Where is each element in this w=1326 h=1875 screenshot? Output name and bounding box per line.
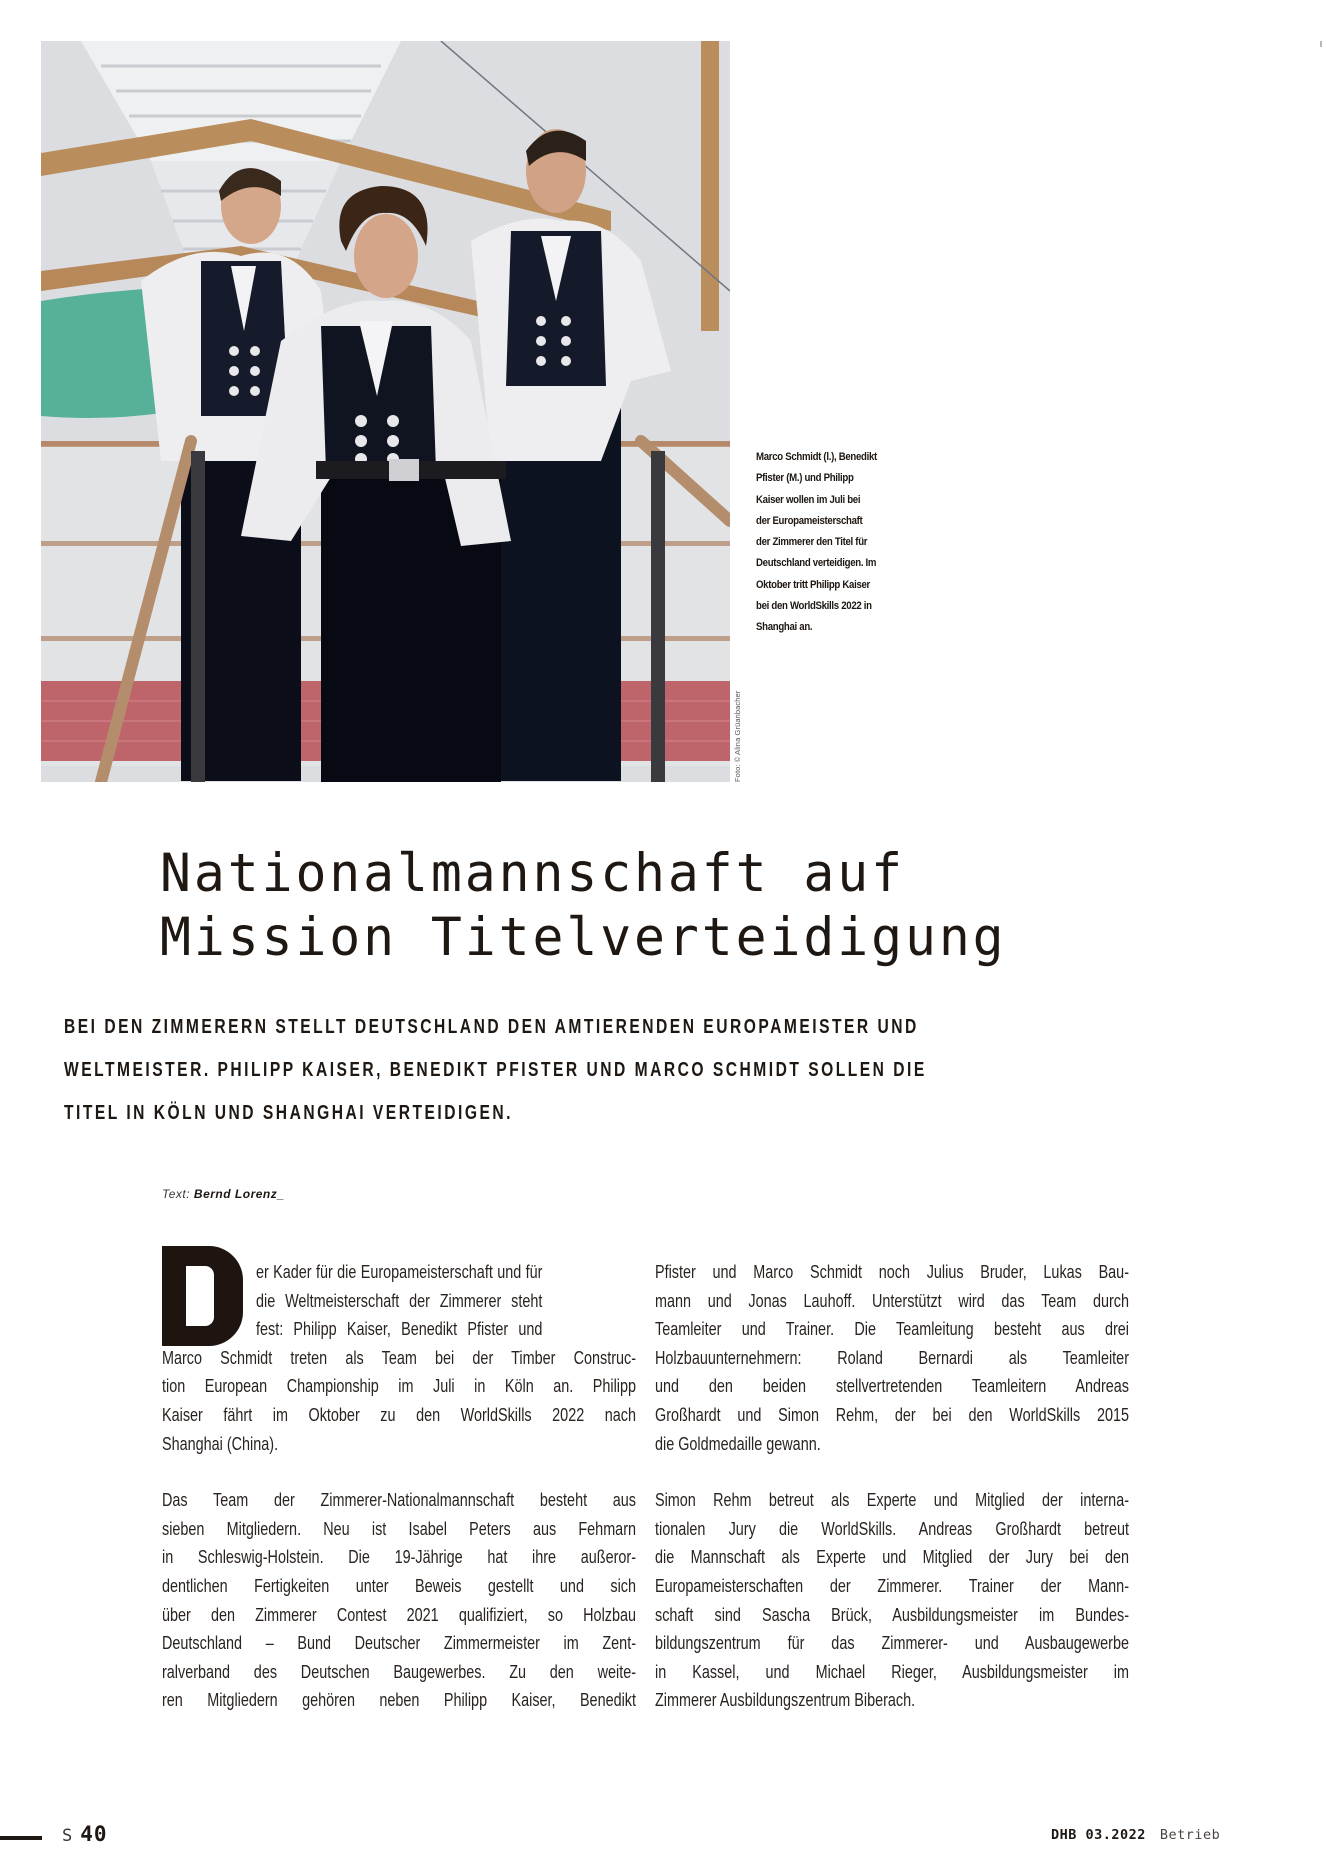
body-line: die Mannschaft als Experte und Mitglied der Jury bei den (655, 1547, 1129, 1568)
magazine-issue: DHB 03.2022 (1051, 1827, 1146, 1843)
byline-prefix: Text: (162, 1187, 194, 1201)
caption-line: Marco Schmidt (l.), Benedikt (756, 451, 877, 463)
footer-issue (1051, 1827, 1220, 1843)
body-line: schaft sind Sascha Brück, Ausbildungsmeister im Bundes- (655, 1604, 1129, 1625)
headline-line: Mission Titelverteidigung (160, 907, 1007, 968)
body-line: tion European Championship im Juli in Köln an. Philipp (162, 1376, 636, 1397)
paragraph-1-rest (162, 1344, 636, 1458)
caption-line: Deutschland verteidigen. Im (756, 557, 877, 570)
body-line: fest: Philipp Kaiser, Benedikt Pfister und (256, 1319, 543, 1340)
body-line: Europameisterschaften der Zimmerer. Trainer der Mann- (655, 1575, 1129, 1596)
body-line: ralverband des Deutschen Baugewerbes. Zu den weite- (162, 1661, 636, 1682)
body-line: in Kassel, und Michael Rieger, Ausbildungsmeister im (655, 1661, 1129, 1682)
headline-line: Nationalmannschaft auf (160, 843, 905, 904)
body-line: Zimmerer Ausbildungszentrum Biberach. (655, 1690, 916, 1711)
body-line: Pfister und Marco Schmidt noch Julius Bruder, Lukas Bau- (655, 1262, 1129, 1282)
body-line: mann und Jonas Lauhoff. Unterstützt wird das Team durch (655, 1290, 1129, 1311)
body-column-left (162, 1258, 636, 1715)
lead-line: TITEL IN KÖLN UND SHANGHAI VERTEIDIGEN. (64, 1102, 513, 1124)
article-headline (160, 842, 1033, 970)
caption-line: der Europameisterschaft (756, 514, 863, 527)
footer-rule (0, 1836, 42, 1840)
paragraph-2 (162, 1486, 636, 1715)
page-number (62, 1822, 108, 1846)
body-line: und den beiden stellvertretenden Teamleitern Andreas (655, 1376, 1129, 1397)
body-line: Marco Schmidt treten als Team bei der Timber Construc- (162, 1347, 636, 1368)
body-line: die Goldmedaille gewann. (655, 1433, 821, 1454)
body-line: die Weltmeisterschaft der Zimmerer steht (256, 1290, 543, 1311)
section-name: Betrieb (1159, 1827, 1221, 1843)
body-line: Deutschland – Bund Deutscher Zimmermeister im Zent- (162, 1633, 636, 1654)
caption-line: Shanghai an. (756, 621, 813, 634)
body-line: er Kader für die Europameisterschaft und für (256, 1262, 543, 1282)
photo-credit: Foto: © Alina Grüanbacher (733, 690, 742, 782)
body-line: Holzbauunternehmern: Roland Bernardi als Teamleiter (655, 1347, 1129, 1368)
caption-line: Pfister (M.) und Philipp (756, 472, 854, 485)
paragraph-3 (655, 1258, 1129, 1458)
byline-author: Bernd Lorenz_ (193, 1187, 285, 1201)
photo-illustration (41, 41, 730, 782)
byline (162, 1187, 284, 1201)
body-line: in Schleswig-Holstein. Die 19-Jährige hat ihre außeror- (162, 1547, 636, 1568)
edge-mark (1320, 41, 1322, 47)
body-line: Großhardt und Simon Rehm, der bei den WorldSkills 2015 (655, 1404, 1129, 1425)
body-line: Teamleiter und Trainer. Die Teamleitung besteht aus drei (655, 1319, 1129, 1340)
body-line: tionalen Jury die WorldSkills. Andreas Großhardt betreut (655, 1518, 1129, 1539)
caption-line: Oktober tritt Philipp Kaiser (756, 578, 871, 591)
body-column-right (655, 1258, 1129, 1715)
paragraph-4 (655, 1486, 1129, 1715)
body-line: Das Team der Zimmerer-Nationalmannschaft besteht aus (162, 1490, 636, 1511)
page-prefix: S (62, 1826, 73, 1846)
body-line: sieben Mitgliedern. Neu ist Isabel Peters aus Fehmarn (162, 1518, 636, 1539)
article-lead (64, 1006, 1064, 1135)
lead-line: BEI DEN ZIMMERERN STELLT DEUTSCHLAND DEN AMTIERENDEN EUROPAMEISTER UND (64, 1016, 919, 1038)
body-line: über den Zimmerer Contest 2021 qualifiziert, so Holzbau (162, 1604, 636, 1625)
body-line: ren Mitgliedern gehören neben Philipp Kaiser, Benedikt (162, 1690, 636, 1711)
body-line: Shanghai (China). (162, 1433, 279, 1454)
page-number-value: 40 (80, 1822, 108, 1846)
lead-line: WELTMEISTER. PHILIPP KAISER, BENEDIKT PFISTER UND MARCO SCHMIDT SOLLEN DIE (64, 1059, 927, 1081)
paragraph-1-indented (162, 1258, 636, 1344)
caption-line: der Zimmerer den Titel für (756, 536, 868, 549)
body-line: Simon Rehm betreut als Experte und Mitglied der interna- (655, 1490, 1129, 1511)
caption-line: bei den WorldSkills 2022 in (756, 600, 872, 613)
hero-photo (41, 41, 730, 782)
body-line: Kaiser fährt im Oktober zu den WorldSkills 2022 nach (162, 1404, 636, 1425)
body-line: bildungszentrum für das Zimmerer- und Ausbaugewerbe (655, 1633, 1129, 1654)
body-line: dentlichen Fertigkeiten unter Beweis gestellt und sich (162, 1575, 636, 1596)
photo-caption (756, 447, 937, 639)
caption-line: Kaiser wollen im Juli bei (756, 493, 861, 506)
